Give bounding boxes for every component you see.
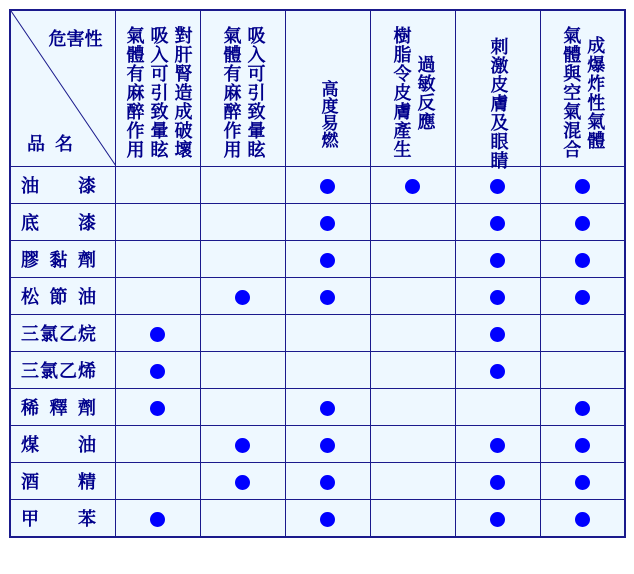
hazard-cell [200, 426, 285, 463]
hazard-cell [285, 204, 370, 241]
hazard-cell [115, 500, 200, 538]
table-body [10, 167, 625, 538]
hazard-cell [200, 241, 285, 278]
filled-circle-icon [320, 438, 335, 453]
filled-circle-icon [235, 438, 250, 453]
hazard-cell [200, 389, 285, 426]
filled-circle-icon [575, 475, 590, 490]
filled-circle-icon [575, 290, 590, 305]
hazard-cell [370, 315, 455, 352]
hazard-cell [285, 389, 370, 426]
hazard-cell [200, 204, 285, 241]
corner-label-hazard: 危害性 [48, 29, 103, 50]
substance-name: 酒精 [21, 472, 96, 493]
hazard-cell [285, 426, 370, 463]
filled-circle-icon [150, 327, 165, 342]
hazard-cell [200, 463, 285, 500]
hazard-cell [455, 426, 540, 463]
substance-name-cell [10, 463, 115, 500]
table-row [10, 389, 625, 426]
hazard-cell [540, 463, 625, 500]
substance-name: 甲苯 [21, 509, 96, 530]
hazard-cell [285, 278, 370, 315]
hazard-cell [370, 241, 455, 278]
column-header-flammable [285, 10, 370, 167]
hazard-cell [115, 204, 200, 241]
hazard-cell [370, 204, 455, 241]
hazard-cell [115, 426, 200, 463]
hazard-cell [455, 315, 540, 352]
substance-name: 稀釋劑 [21, 398, 96, 419]
hazard-cell [540, 315, 625, 352]
column-header-line: 吸入可引致暈眩 [244, 26, 266, 159]
filled-circle-icon [150, 364, 165, 379]
substance-name: 三氯乙烷 [21, 324, 96, 345]
hazard-cell [540, 241, 625, 278]
hazard-cell [200, 315, 285, 352]
hazard-cell [455, 463, 540, 500]
substance-name: 煤油 [21, 435, 96, 456]
table-row [10, 426, 625, 463]
hazard-cell [115, 167, 200, 204]
filled-circle-icon [320, 253, 335, 268]
filled-circle-icon [235, 290, 250, 305]
hazard-cell [540, 352, 625, 389]
hazard-cell [455, 352, 540, 389]
filled-circle-icon [575, 438, 590, 453]
hazard-cell [370, 389, 455, 426]
substance-name-cell [10, 426, 115, 463]
hazard-cell [370, 426, 455, 463]
corner-header [10, 10, 115, 167]
hazard-cell [455, 204, 540, 241]
table-row [10, 500, 625, 538]
hazard-cell [540, 167, 625, 204]
hazard-cell [370, 278, 455, 315]
filled-circle-icon [490, 438, 505, 453]
column-header-line: 過敏反應 [414, 54, 436, 131]
column-header-explosive [540, 10, 625, 167]
substance-name: 底漆 [21, 213, 96, 234]
substance-name: 三氯乙烯 [21, 361, 96, 382]
substance-name: 松節油 [21, 287, 96, 308]
hazard-table-container [9, 9, 626, 538]
substance-name: 油漆 [21, 176, 96, 197]
filled-circle-icon [320, 216, 335, 231]
column-header-line: 成爆炸性氣體 [584, 35, 606, 150]
hazard-cell [285, 241, 370, 278]
column-header-line: 高度易燃 [317, 79, 338, 148]
hazard-cell [370, 500, 455, 538]
table-row [10, 167, 625, 204]
column-header-line: 對肝腎造成破壞 [171, 26, 193, 159]
substance-name-cell [10, 241, 115, 278]
substance-name-cell [10, 315, 115, 352]
hazard-table [9, 9, 626, 538]
column-header-line: 氣體與空氣混合 [560, 26, 582, 159]
hazard-cell [115, 352, 200, 389]
header-row [10, 10, 625, 167]
hazard-cell [285, 167, 370, 204]
filled-circle-icon [575, 179, 590, 194]
filled-circle-icon [490, 327, 505, 342]
hazard-cell [200, 167, 285, 204]
filled-circle-icon [490, 512, 505, 527]
hazard-cell [285, 352, 370, 389]
hazard-cell [540, 500, 625, 538]
column-header-line: 氣體有麻醉作用 [123, 26, 145, 159]
hazard-cell [370, 352, 455, 389]
hazard-cell [455, 241, 540, 278]
substance-name-cell [10, 500, 115, 538]
substance-name-cell [10, 167, 115, 204]
filled-circle-icon [320, 475, 335, 490]
hazard-cell [540, 204, 625, 241]
table-row [10, 278, 625, 315]
filled-circle-icon [575, 216, 590, 231]
filled-circle-icon [490, 253, 505, 268]
table-row [10, 241, 625, 278]
hazard-cell [285, 315, 370, 352]
filled-circle-icon [405, 179, 420, 194]
filled-circle-icon [490, 475, 505, 490]
hazard-cell [285, 500, 370, 538]
hazard-cell [115, 389, 200, 426]
filled-circle-icon [575, 401, 590, 416]
filled-circle-icon [235, 475, 250, 490]
filled-circle-icon [320, 179, 335, 194]
hazard-cell [115, 315, 200, 352]
hazard-cell [540, 389, 625, 426]
column-header-line: 樹脂令皮膚產生 [390, 26, 412, 159]
table-row [10, 352, 625, 389]
filled-circle-icon [320, 290, 335, 305]
hazard-cell [200, 500, 285, 538]
filled-circle-icon [490, 216, 505, 231]
filled-circle-icon [490, 290, 505, 305]
hazard-cell [455, 278, 540, 315]
hazard-cell [200, 278, 285, 315]
filled-circle-icon [575, 512, 590, 527]
corner-label-name: 品名 [27, 134, 83, 155]
hazard-cell [455, 500, 540, 538]
hazard-cell [285, 463, 370, 500]
column-header-line: 吸入可引致暈眩 [147, 26, 169, 159]
filled-circle-icon [150, 512, 165, 527]
filled-circle-icon [490, 364, 505, 379]
filled-circle-icon [575, 253, 590, 268]
filled-circle-icon [320, 512, 335, 527]
hazard-cell [455, 167, 540, 204]
filled-circle-icon [490, 179, 505, 194]
column-header-liver-kidney [115, 10, 200, 167]
filled-circle-icon [320, 401, 335, 416]
substance-name-cell [10, 389, 115, 426]
column-header-dizziness [200, 10, 285, 167]
hazard-cell [370, 463, 455, 500]
hazard-cell [540, 426, 625, 463]
column-header-irritation [455, 10, 540, 170]
column-header-line: 刺激皮膚及眼睛 [487, 37, 509, 170]
column-header-allergy [370, 10, 455, 167]
hazard-cell [200, 352, 285, 389]
substance-name-cell [10, 278, 115, 315]
substance-name-cell [10, 204, 115, 241]
hazard-cell [370, 167, 455, 204]
hazard-cell [540, 278, 625, 315]
table-row [10, 204, 625, 241]
column-header-line: 氣體有麻醉作用 [220, 26, 242, 159]
table-row [10, 463, 625, 500]
hazard-cell [455, 389, 540, 426]
table-row [10, 315, 625, 352]
hazard-cell [115, 463, 200, 500]
hazard-cell [115, 278, 200, 315]
substance-name: 膠黏劑 [21, 250, 96, 271]
hazard-cell [115, 241, 200, 278]
substance-name-cell [10, 352, 115, 389]
filled-circle-icon [150, 401, 165, 416]
